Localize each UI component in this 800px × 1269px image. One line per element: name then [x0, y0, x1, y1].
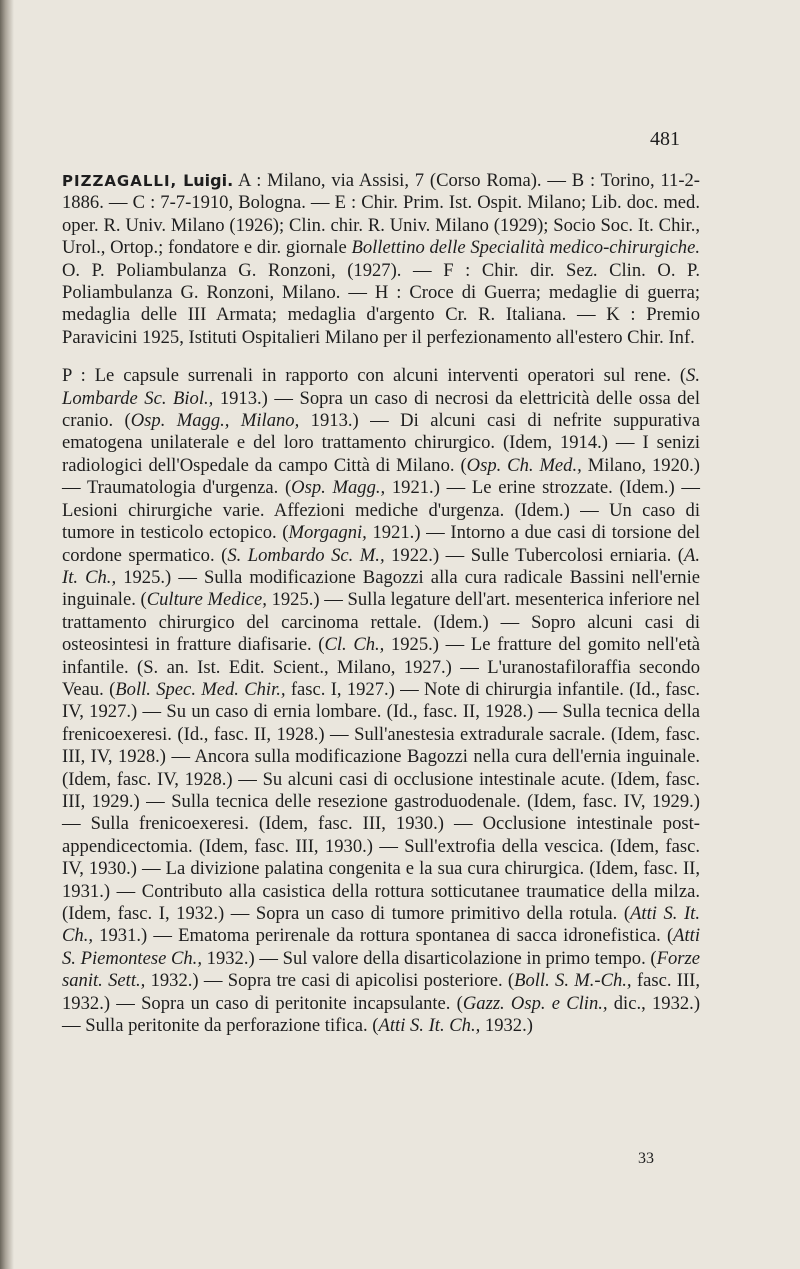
- publication-text: Note di chirurgia infantile. (Id., fasc. IV, 1927.) — Su un caso di ernia lombare. (Id., fasc. II, 1928.) — Sulla tecnica della frenicoexeresi. (Id., fasc. II, 1928.) — Sull'anestesia extradurale sacrale. (Idem, fasc. III, IV, 1928.) — Ancora sulla modificazione Bagozzi nella cura dell'ernia inguinale. (Idem, fasc. IV, 1928.) — Su alcuni casi di occlusione intestinale acute. (Idem, fasc. III, 1929.) — Sulla tecnica delle resezione gastroduodenale. (Idem, fasc. IV, 1929.) — Sulla frenicoexeresi. (Idem, fasc. III, 1930.) — Occlusione intestinale post-appendicectomia. (Idem, fasc. III, 1930.) — Sull'extrofia della vescica. (Idem, fasc. IV, 1930.) — La divizione palatina congenita e la sua cura chirurgica. (Idem, fasc. II, 1931.) — Contributo alla casistica della rottura sotticutanee traumatice della milza. (Idem, fasc. I, 1932.) — Sopra un caso di tumore primitivo della rotula. (: [62, 678, 700, 924]
- publication-journal: S. Lombardo Sc. M.,: [227, 544, 385, 566]
- page-number: 481: [650, 128, 680, 150]
- biography-entry: [62, 170, 700, 1037]
- publication-text: 1932.): [480, 1015, 533, 1037]
- publication-text: 1931.) —: [93, 925, 179, 947]
- publication-text: 1932.) —: [145, 970, 228, 992]
- publication-journal: S. Lombarde Sc. Biol.,: [62, 365, 700, 409]
- publication-journal: Morgagni,: [288, 522, 367, 544]
- publication-journal: Gazz. Osp. e Clin.,: [462, 992, 608, 1014]
- entry-firstname: Luigi.: [183, 171, 234, 190]
- bio-text-2: O. P. Poliambulanza G. Ronzoni, (1927). — F : Chir. dir. Sez. Clin. O. P. Poliambulanza G. Ronzoni, Milano. — H : Croce di Guerra; medaglie di guerra; medaglia delle III Armata; medaglia d'argento Cr. R. Italiana. — K : Premio Paravicini 1925, Istituti Ospitalieri Milano per il perfezionamento all'estero Chir. Inf.: [62, 259, 700, 348]
- bio-journal: Bollettino delle Specialità medico-chirurgiche.: [351, 237, 700, 259]
- publication-journal: Atti S. It. Ch.,: [62, 903, 700, 947]
- publication-journal: Cl. Ch.,: [324, 634, 385, 656]
- bio-text-1: A : Milano, via Assisi, 7 (Corso Roma). — B : Torino, 11-2-1886. — C : 7-7-1910, Bologna. — E : Chir. Prim. Ist. Ospit. Milano; Lib. doc. med. oper. R. Univ. Milano (1926); Clin. chir. R. Univ. Milano (1929); Socio Soc. It. Chir., Urol., Ortop.; fondatore e dir. giornale: [62, 170, 701, 259]
- publication-text: Sulla peritonite da perforazione tifica. (: [85, 1015, 379, 1037]
- publication-journal: A. It. Ch.,: [62, 544, 700, 588]
- publication-journal: Boll. Spec. Med. Chir.,: [115, 678, 286, 700]
- publication-text: 1925.) —: [116, 566, 205, 588]
- publications-paragraph: [62, 365, 700, 1037]
- publication-text: 1925.) —: [266, 589, 348, 611]
- publication-text: 1925.) —: [384, 634, 471, 656]
- publication-text: Sulle Tubercolosi erniaria. (: [470, 544, 684, 566]
- publication-journal: Culture Medice,: [146, 589, 267, 611]
- publication-journal: Osp. Magg.,: [291, 477, 386, 499]
- publication-text: Le erine strozzate. (Idem.) — Lesioni chirurgiche varie. Affezioni mediche d'urgenza. (Idem.) — Un caso di tumore in testicolo ectopico. (: [62, 477, 701, 544]
- publication-text: Traumatologia d'urgenza. (: [86, 477, 292, 499]
- publication-text: 1932.) —: [201, 947, 283, 969]
- publication-text: fasc. I, 1927.) —: [285, 678, 425, 700]
- publication-text: P : Le capsule surrenali in rapporto con alcuni interventi operatori sul rene. (: [62, 365, 687, 387]
- publication-text: Milano, 1920.) —: [62, 454, 700, 499]
- publication-journal: Boll. S. M.-Ch.,: [514, 970, 632, 992]
- publication-text: Di alcuni casi di nefrite suppurativa ematogena unilaterale e del loro trattamento chirurgico. (Idem, 1914.) — I senizi radiologici dell'Ospedale da campo Città di Milano. (: [62, 410, 700, 476]
- publication-text: Sopra un caso di necrosi da elettricità delle ossa del cranio. (: [62, 387, 700, 432]
- biography-paragraph: [62, 170, 700, 349]
- publication-journal: Osp. Ch. Med.,: [466, 454, 582, 476]
- publication-text: Sul valore della disarticolazione in primo tempo. (: [282, 947, 657, 969]
- publication-text: Intorno a due casi di torsione del cordone spermatico. (: [62, 522, 701, 566]
- publication-text: Le fratture del gomito nell'età infantile. (S. an. Ist. Edit. Scient., Milano, 1927.) — L'uranostafiloraffia secondo Veau. (: [62, 634, 700, 700]
- publication-text: Sopra un caso di peritonite incapsulante. (: [141, 992, 463, 1014]
- publication-text: 1921.) —: [385, 477, 472, 499]
- entry-surname: PIZZAGALLI,: [62, 172, 178, 190]
- publication-text: Sulla legature dell'art. mesenterica inferiore nel trattamento chirurgico del carcinoma rettale. (Idem.) — Sopro alcuni casi di osteosintesi in fratture diafisarie. (: [62, 589, 701, 656]
- publication-text: Sulla modificazione Bagozzi alla cura radicale Bassini nell'ernie inguinale. (: [62, 566, 701, 611]
- publication-journal: Osp. Magg., Milano,: [130, 410, 300, 432]
- page-binding-edge: [0, 0, 14, 1269]
- publication-text: dic., 1932.) —: [62, 992, 701, 1037]
- publication-text: Sopra tre casi di apicolisi posteriore. (: [227, 970, 515, 992]
- footer-page-number: 33: [638, 1150, 654, 1167]
- publication-text: 1921.) —: [366, 522, 451, 544]
- publication-text: 1913.) —: [213, 387, 300, 409]
- publication-journal: Atti S. It. Ch.,: [378, 1015, 481, 1037]
- publication-journal: Atti S. Piemontese Ch.,: [62, 925, 700, 969]
- publication-text: 1922.) —: [384, 544, 471, 566]
- publication-journal: Forze sanit. Sett.,: [62, 947, 700, 992]
- publication-text: Ematoma perirenale da rottura spontanea di sacca idronefistica. (: [178, 925, 674, 947]
- publication-text: 1913.) —: [299, 410, 401, 432]
- publication-text: fasc. III, 1932.) —: [62, 970, 700, 1014]
